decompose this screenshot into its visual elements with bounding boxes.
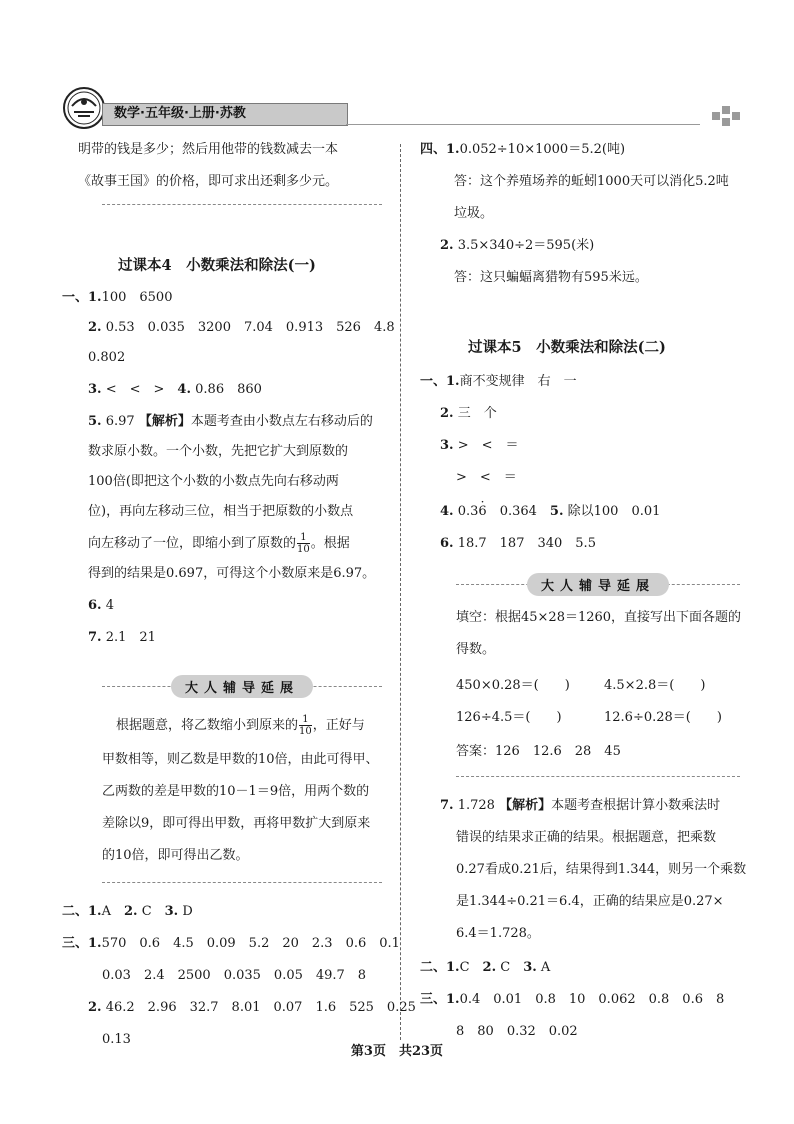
text-line: 得数。	[456, 642, 496, 657]
text-line: 是1.344÷0.21＝6.4，正确的结果应是0.27×	[456, 894, 724, 909]
question-number: 7.	[440, 798, 454, 813]
text-line: 0.13	[102, 1032, 131, 1047]
text: 。根据	[310, 536, 350, 551]
header-decoration	[722, 118, 730, 126]
answer-text: 0.86 860	[195, 382, 262, 397]
header-decoration	[732, 112, 740, 120]
text: 本题考查根据计算小数乘法时	[551, 798, 721, 813]
fraction	[297, 532, 310, 555]
divider	[102, 204, 382, 205]
text-line: 126÷4.5＝( )	[456, 710, 562, 725]
answer-line	[88, 998, 416, 1018]
answer-text: 3.5×340÷2＝595(米)	[457, 238, 595, 253]
answer-text: A	[540, 960, 551, 975]
question-number: 二、1.	[62, 904, 102, 919]
question-number: 2.	[88, 1000, 102, 1015]
answer-line	[440, 796, 720, 816]
publisher-logo-icon	[62, 86, 106, 130]
fraction-denominator: 10	[299, 726, 312, 737]
section-title: 过课本4 小数乘法和除法(一)	[118, 257, 316, 274]
analysis-tag: 【解析】	[499, 798, 552, 813]
page-header	[62, 86, 742, 136]
question-number: 5.	[549, 504, 564, 519]
fraction-numerator: 1	[297, 532, 310, 544]
header-decoration	[712, 112, 720, 120]
question-number: 4.	[177, 382, 191, 397]
text-line: 差除以9，即可得出甲数，再将甲数扩大到原来	[102, 816, 371, 831]
text-line: 垃圾。	[454, 206, 494, 221]
question-number: 5.	[88, 414, 102, 429]
extension-label: 大人辅导延展	[527, 573, 669, 596]
section-title: 过课本5 小数乘法和除法(二)	[468, 339, 666, 356]
header-title: 数学·五年级·上册·苏教	[114, 106, 246, 121]
answer-text: 商不变规律 右 一	[459, 374, 577, 389]
text-line: 数求原小数。一个小数，先把它扩大到原数的	[88, 444, 349, 459]
text: ，正好与	[312, 718, 365, 733]
text-line: 6.4＝1.728。	[456, 926, 540, 941]
text-line: 乙两数的差是甲数的10－1＝9倍，用两个数的	[102, 784, 370, 799]
answer-line	[62, 902, 193, 922]
text-line: 甲数相等，则乙数是甲数的10倍，由此可得甲、	[102, 752, 379, 767]
answer-line	[420, 990, 724, 1010]
text-line: 4.5×2.8＝( )	[604, 678, 706, 693]
fraction	[299, 714, 312, 737]
answer-line	[440, 436, 519, 456]
answer-text: 2.1 21	[105, 630, 156, 645]
text-line: 0.03 2.4 2500 0.035 0.05 49.7 8	[102, 968, 367, 983]
question-number: 6.	[88, 598, 102, 613]
answer-text: C	[500, 960, 524, 975]
question-number: 2.	[123, 904, 138, 919]
text-line	[116, 714, 365, 737]
question-number: 6.	[440, 536, 454, 551]
answer-line	[88, 412, 373, 432]
answer-text: A	[101, 904, 124, 919]
answer-text: 除以100 0.01	[567, 504, 661, 519]
fraction-numerator: 1	[299, 714, 312, 726]
answer-text: 1.728	[457, 798, 495, 813]
answer-text: C	[459, 960, 483, 975]
answer-text: 4	[105, 598, 114, 613]
text-line: 答：这个养殖场养的蚯蚓1000天可以消化5.2吨	[454, 174, 729, 189]
answer-line	[420, 372, 577, 392]
answer-line	[440, 534, 596, 554]
answer-text: 6.97	[105, 414, 135, 429]
text-line: 错误的结果求正确的结果。根据题意，把乘数	[456, 830, 717, 845]
header-decoration	[722, 106, 730, 114]
question-number: 四、1.	[420, 142, 460, 157]
answer-line	[88, 380, 262, 400]
text: 本题考查由小数点左右移动后的	[190, 414, 373, 429]
text-line: 填空：根据45×28＝1260，直接写出下面各题的	[456, 610, 742, 625]
answer-text: C	[141, 904, 165, 919]
extension-banner	[456, 572, 740, 598]
answer-text: 三 个	[457, 406, 497, 421]
question-number: 4.	[440, 504, 454, 519]
text-line	[88, 532, 350, 555]
question-number: 三、1.	[62, 936, 102, 951]
question-number: 2.	[440, 406, 454, 421]
question-number: 2.	[440, 238, 454, 253]
repeating-digit: 6 ·	[478, 502, 486, 522]
answer-text: 0.052÷10×1000＝5.2(吨)	[459, 142, 626, 157]
extension-label: 大人辅导延展	[171, 675, 313, 698]
text: 向左移动了一位，即缩小到了原数的	[88, 536, 297, 551]
question-number: 一、1.	[62, 290, 102, 305]
answer-line	[440, 236, 594, 256]
answer-text: 0.3	[457, 504, 479, 519]
text-line: 100倍(即把这个小数的小数点先向右移动两	[88, 474, 339, 489]
text-line: 明带的钱是多少；然后用他带的钱数减去一本	[78, 142, 339, 157]
answer-text: 570 0.6 4.5 0.09 5.2 20 2.3 0.6 0.1	[101, 936, 400, 951]
column-divider	[400, 144, 401, 1040]
fraction-denominator: 10	[297, 544, 310, 555]
text-line: 位)，再向左移动三位，相当于把原数的小数点	[88, 504, 354, 519]
answer-text: 18.7 187 340 5.5	[457, 536, 596, 551]
text-line: > < ＝	[456, 470, 517, 485]
answer-line	[88, 596, 114, 616]
answer-line	[420, 958, 550, 978]
text-line: 8 80 0.32 0.02	[456, 1024, 578, 1039]
question-number: 3.	[440, 438, 454, 453]
divider	[102, 882, 382, 883]
text-line: 《故事王国》的价格，即可求出还剩多少元。	[78, 174, 339, 189]
question-number: 2.	[482, 960, 497, 975]
text-line: 0.27看成0.21后，结果得到1.344，则另一个乘数	[456, 862, 747, 877]
answer-line	[420, 140, 625, 160]
divider	[456, 776, 740, 777]
answer-text: D	[182, 904, 193, 919]
answer-line	[440, 502, 660, 522]
answer-text: 0.4 0.01 0.8 10 0.062 0.8 0.6 8	[459, 992, 725, 1007]
question-number: 3.	[164, 904, 179, 919]
analysis-tag: 【解析】	[138, 414, 191, 429]
text-line: 得到的结果是0.697，可得这个小数原来是6.97。	[88, 566, 376, 581]
page-footer: 第3页 共23页	[350, 1044, 444, 1059]
question-number: 三、1.	[420, 992, 460, 1007]
header-rule	[346, 124, 700, 125]
question-number: 3.	[88, 382, 102, 397]
question-number: 3.	[523, 960, 537, 975]
answer-text: > < ＝	[457, 438, 519, 453]
text: 根据题意，将乙数缩小到原来的	[116, 718, 299, 733]
text-line: 答案：126 12.6 28 45	[456, 744, 621, 759]
answer-line	[88, 318, 395, 338]
text-line: 答：这只蝙蝠离猎物有595米远。	[454, 270, 648, 285]
answer-line	[440, 404, 497, 424]
answer-text: 46.2 2.96 32.7 8.01 0.07 1.6 525 0.25	[105, 1000, 416, 1015]
answer-line	[62, 288, 172, 308]
text-line: 450×0.28＝( )	[456, 678, 570, 693]
question-number: 一、1.	[420, 374, 460, 389]
text-line: 12.6÷0.28＝( )	[604, 710, 722, 725]
extension-banner	[102, 674, 382, 700]
answer-line	[62, 934, 400, 954]
text-line: 0.802	[88, 350, 126, 365]
text-line: 的10倍，即可得出乙数。	[102, 848, 249, 863]
answer-text: < < >	[105, 382, 165, 397]
question-number: 2.	[88, 320, 102, 335]
answer-text: 0.364	[486, 504, 550, 519]
question-number: 7.	[88, 630, 102, 645]
answer-text: 100 6500	[101, 290, 173, 305]
answer-line	[88, 628, 156, 648]
answer-text: 0.53 0.035 3200 7.04 0.913 526 4.8	[105, 320, 395, 335]
question-number: 二、1.	[420, 960, 460, 975]
